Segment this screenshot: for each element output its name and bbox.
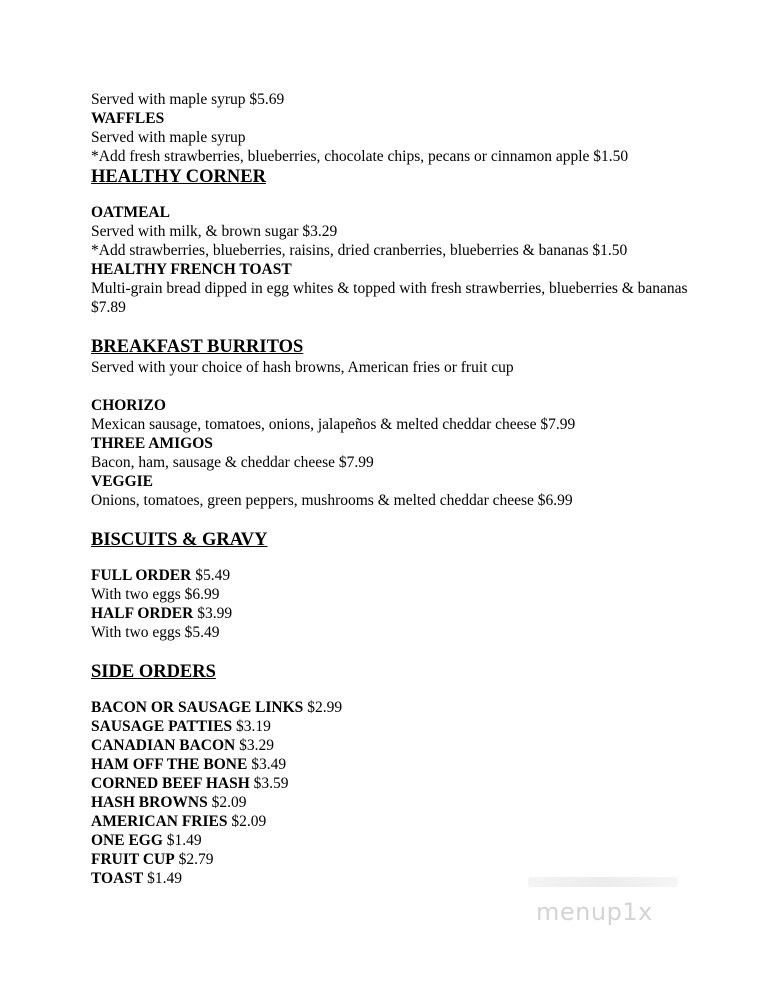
side-order-name: BACON OR SAUSAGE LINKS: [91, 699, 304, 716]
side-order-price: $3.49: [247, 756, 287, 773]
half-order-with-eggs: With two eggs $5.49: [91, 624, 220, 641]
waffles-title: WAFFLES: [91, 110, 165, 127]
side-order-price: $2.99: [303, 699, 343, 716]
side-order-item: [91, 717, 741, 736]
side-order-item: [91, 698, 741, 717]
burrito-item-name: THREE AMIGOS: [91, 435, 213, 452]
side-order-price: $3.19: [232, 718, 271, 735]
side-order-item: [91, 812, 741, 831]
healthy-french-toast-title: HEALTHY FRENCH TOAST: [91, 261, 292, 278]
half-order-line: [91, 604, 741, 623]
section-heading-side-orders: SIDE ORDERS: [91, 662, 216, 682]
side-order-name: HAM OFF THE BONE: [91, 756, 248, 773]
side-order-item: [91, 793, 741, 812]
side-order-item: [91, 850, 741, 869]
watermark-logo: menup1x: [536, 898, 653, 926]
side-order-price: $1.49: [162, 832, 202, 849]
waffles-addon: *Add fresh strawberries, blueberries, chocolate chips, pecans or cinnamon apple $1.50: [91, 148, 629, 165]
full-order-name: FULL ORDER: [91, 567, 192, 584]
half-order-name: HALF ORDER: [91, 605, 194, 622]
burrito-item-description: Mexican sausage, tomatoes, onions, jalapeños & melted cheddar cheese $7.99: [91, 416, 576, 433]
side-order-item: [91, 774, 741, 793]
section-heading-biscuits-gravy: BISCUITS & GRAVY: [91, 530, 268, 550]
side-order-item: [91, 736, 741, 755]
side-order-name: ONE EGG: [91, 832, 163, 849]
side-order-name: CORNED BEEF HASH: [91, 775, 250, 792]
waffles-description: Served with maple syrup: [91, 129, 246, 146]
section-heading-breakfast-burritos: BREAKFAST BURRITOS: [91, 337, 304, 357]
side-order-name: TOAST: [91, 870, 144, 887]
healthy-french-toast-description: Multi-grain bread dipped in egg whites & topped with fresh strawberries, blueberries & bananas $7.89: [91, 280, 688, 316]
full-order-line: [91, 566, 741, 585]
menu-page: [91, 90, 741, 888]
full-order-price: $5.49: [191, 567, 231, 584]
full-order-with-eggs: With two eggs $6.99: [91, 586, 220, 603]
half-order-price: $3.99: [193, 605, 233, 622]
burritos-subtitle: Served with your choice of hash browns, American fries or fruit cup: [91, 359, 514, 376]
watermark-faint-band: [528, 877, 678, 887]
side-order-name: HASH BROWNS: [91, 794, 208, 811]
oatmeal-title: OATMEAL: [91, 204, 170, 221]
side-order-price: $3.59: [249, 775, 289, 792]
side-order-name: FRUIT CUP: [91, 851, 175, 868]
oatmeal-description: Served with milk, & brown sugar $3.29: [91, 223, 338, 240]
burrito-item-description: Bacon, ham, sausage & cheddar cheese $7.99: [91, 454, 374, 471]
side-order-price: $2.09: [207, 794, 247, 811]
side-order-name: AMERICAN FRIES: [91, 813, 228, 830]
side-order-price: $3.29: [235, 737, 274, 754]
side-order-name: SAUSAGE PATTIES: [91, 718, 233, 735]
side-order-price: $2.09: [227, 813, 267, 830]
burrito-item-name: VEGGIE: [91, 473, 154, 490]
section-heading-healthy-corner: HEALTHY CORNER: [91, 167, 266, 187]
burrito-item-description: Onions, tomatoes, green peppers, mushrooms & melted cheddar cheese $6.99: [91, 492, 573, 509]
side-order-price: $2.79: [174, 851, 214, 868]
pancake-description: Served with maple syrup $5.69: [91, 91, 285, 108]
side-order-item: [91, 755, 741, 774]
side-order-price: $1.49: [143, 870, 183, 887]
burrito-item-name: CHORIZO: [91, 397, 166, 414]
side-order-item: [91, 831, 741, 850]
oatmeal-addon: *Add strawberries, blueberries, raisins, dried cranberries, blueberries & bananas $1.50: [91, 242, 628, 259]
side-order-name: CANADIAN BACON: [91, 737, 236, 754]
